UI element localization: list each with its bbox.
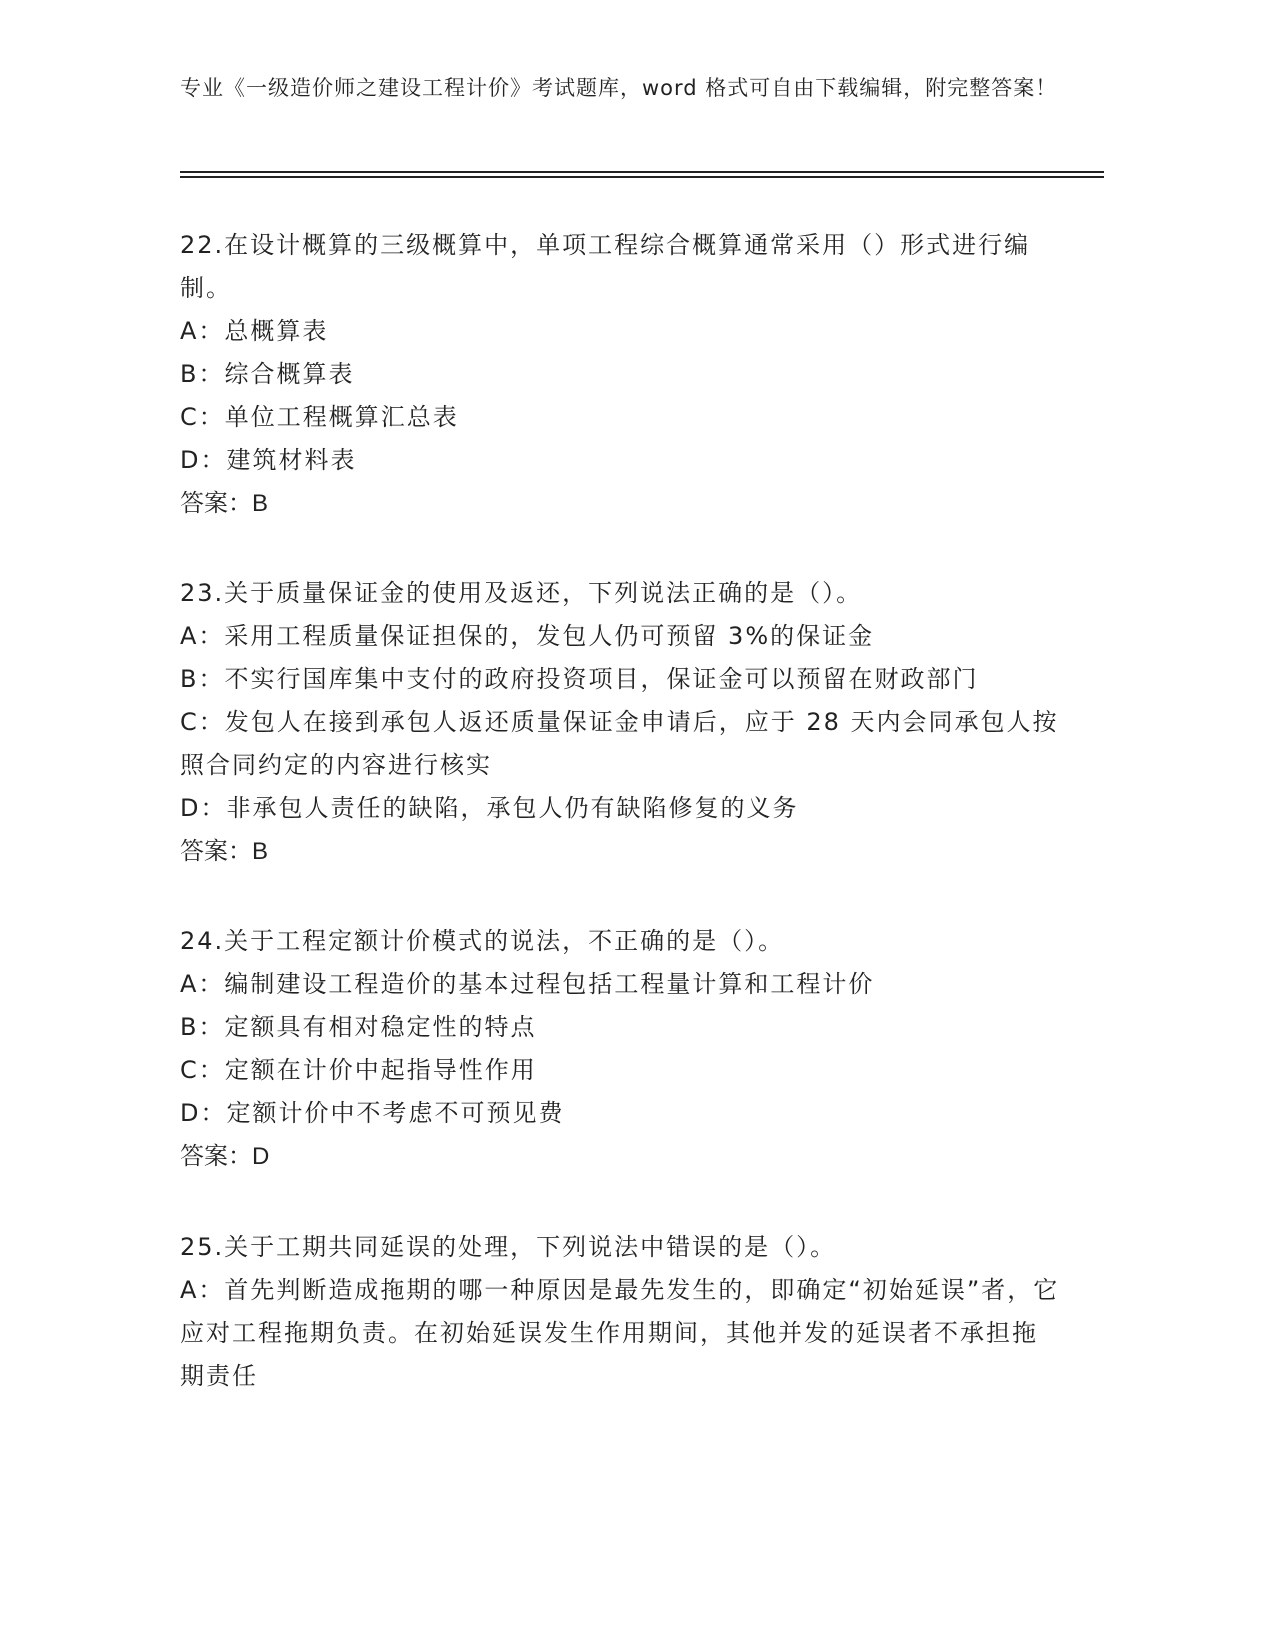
option-d: D：定额计价中不考虑不可预见费 — [180, 1099, 565, 1127]
option-b: B：综合概算表 — [180, 360, 355, 388]
option-c: C：单位工程概算汇总表 — [180, 403, 459, 431]
option-c: C：发包人在接到承包人返还质量保证金申请后，应于 28 天内会同承包人按照合同约定的内容进行核实 — [180, 708, 1059, 779]
header-divider-top — [180, 171, 1104, 173]
question-25 — [180, 1226, 1060, 1398]
question-stem: 25.关于工期共同延误的处理，下列说法中错误的是（）。 — [180, 1233, 837, 1261]
question-22 — [180, 224, 1060, 525]
answer-line: 答案：B — [180, 838, 269, 865]
document-header-note: 专业《一级造价师之建设工程计价》考试题库，word 格式可自由下载编辑，附完整答案！ — [180, 76, 1058, 100]
option-d: D：建筑材料表 — [180, 446, 357, 474]
option-a: A：总概算表 — [180, 317, 329, 345]
option-a: A：首先判断造成拖期的哪一种原因是最先发生的，即确定“初始延误”者，它应对工程拖期负责。在初始延误发生作用期间，其他并发的延误者不承担拖期责任 — [180, 1276, 1060, 1390]
question-24 — [180, 920, 1060, 1178]
question-stem: 23.关于质量保证金的使用及返还，下列说法正确的是（）。 — [180, 579, 863, 607]
question-stem: 24.关于工程定额计价模式的说法，不正确的是（）。 — [180, 927, 785, 955]
option-a: A：编制建设工程造价的基本过程包括工程量计算和工程计价 — [180, 970, 875, 998]
option-b: B：定额具有相对稳定性的特点 — [180, 1013, 537, 1041]
answer-line: 答案：B — [180, 490, 269, 517]
option-c: C：定额在计价中起指导性作用 — [180, 1056, 537, 1084]
option-b: B：不实行国库集中支付的政府投资项目，保证金可以预留在财政部门 — [180, 665, 979, 693]
answer-line: 答案：D — [180, 1143, 270, 1170]
question-23 — [180, 572, 1060, 873]
question-stem: 22.在设计概算的三级概算中，单项工程综合概算通常采用（）形式进行编制。 — [180, 231, 1031, 302]
option-d: D：非承包人责任的缺陷，承包人仍有缺陷修复的义务 — [180, 794, 799, 822]
header-divider-bottom — [180, 176, 1104, 178]
option-a: A：采用工程质量保证担保的，发包人仍可预留 3%的保证金 — [180, 622, 875, 650]
